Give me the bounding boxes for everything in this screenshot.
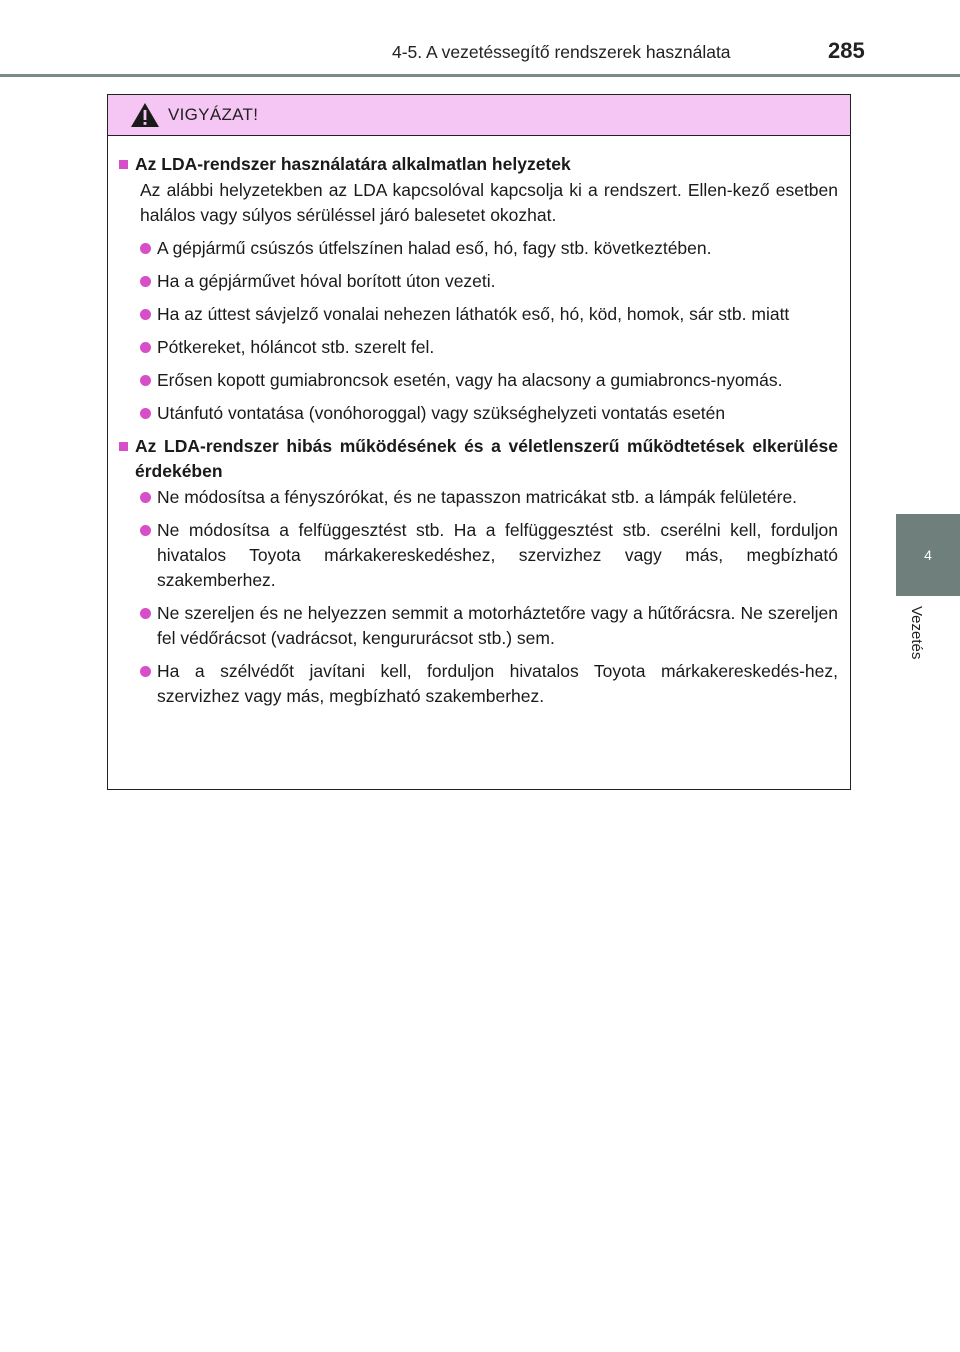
list-item-text: Ne módosítsa a fényszórókat, és ne tapasszon matricákat stb. a lámpák felületére. [157, 487, 798, 507]
list-item [130, 659, 838, 709]
header-rule [0, 74, 960, 77]
list-item-text: Ne módosítsa a felfüggesztést stb. Ha a felfüggesztést stb. cserélni kell, forduljon hivatalos Toyota márkakereskedéshez, szervizhez vagy más, megbízható szakemberhez. [157, 520, 838, 590]
round-bullet-icon [140, 375, 151, 386]
page-header-title: 4-5. A vezetéssegítő rendszerek használata [392, 42, 731, 62]
warning-box [107, 94, 851, 790]
round-bullet-icon [140, 342, 151, 353]
round-bullet-icon [140, 525, 151, 536]
list-item-text: Ne szereljen és ne helyezzen semmit a motorháztetőre vagy a hűtőrácsra. Ne szereljen fel védőrácsot (vadrácsot, kengururácsot stb.) sem. [157, 603, 838, 648]
round-bullet-icon [140, 276, 151, 287]
warning-title: VIGYÁZAT! [168, 105, 259, 124]
list-item [130, 485, 838, 510]
list-item [130, 368, 838, 393]
round-bullet-icon [140, 243, 151, 254]
list-item [130, 269, 838, 294]
section-heading-text: Az LDA-rendszer hibás működésének és a véletlenszerű működtetések elkerülése érdekében [135, 436, 838, 481]
round-bullet-icon [140, 408, 151, 419]
warning-body [108, 136, 850, 709]
round-bullet-icon [140, 492, 151, 503]
list-item-text: Ha a gépjárművet hóval borított úton vezeti. [157, 271, 496, 291]
list-item [130, 401, 838, 426]
list-item-text: Utánfutó vontatása (vonóhoroggal) vagy szükséghelyzeti vontatás esetén [157, 403, 726, 423]
chapter-number: 4 [924, 547, 932, 563]
square-bullet-icon [119, 442, 128, 451]
chapter-tab [896, 514, 960, 596]
list-item-text: A gépjármű csúszós útfelszínen halad eső, hó, fagy stb. következtében. [157, 238, 712, 258]
list-item [130, 601, 838, 651]
round-bullet-icon [140, 608, 151, 619]
list-item [130, 236, 838, 261]
list-item [130, 302, 838, 327]
square-bullet-icon [119, 160, 128, 169]
round-bullet-icon [140, 666, 151, 677]
warning-section [130, 434, 838, 709]
list-item-text: Ha a szélvédőt javítani kell, forduljon hivatalos Toyota márkakereskedés-hez, szervizhez vagy más, megbízható szakemberhez. [157, 661, 838, 706]
chapter-side-label [880, 606, 960, 696]
list-item [130, 335, 838, 360]
warning-header [108, 95, 850, 136]
warning-section [130, 152, 838, 426]
list-item-text: Erősen kopott gumiabroncsok esetén, vagy ha alacsony a gumiabroncs-nyomás. [157, 370, 783, 390]
round-bullet-icon [140, 309, 151, 320]
page-number: 285 [828, 38, 865, 63]
chapter-label: Vezetés [908, 606, 925, 660]
section-heading [130, 152, 838, 177]
section-heading-text: Az LDA-rendszer használatára alkalmatlan helyzetek [135, 154, 571, 174]
list-item-text: Pótkereket, hóláncot stb. szerelt fel. [157, 337, 435, 357]
list-item [130, 518, 838, 593]
section-heading [130, 434, 838, 484]
warning-triangle-icon [130, 102, 160, 128]
section-intro: Az alábbi helyzetekben az LDA kapcsolóval kapcsolja ki a rendszert. Ellen-kező esetben halálos vagy súlyos sérüléssel járó balesetet okozhat. [140, 180, 838, 225]
list-item-text: Ha az úttest sávjelző vonalai nehezen láthatók eső, hó, köd, homok, sár stb. miatt [157, 304, 790, 324]
